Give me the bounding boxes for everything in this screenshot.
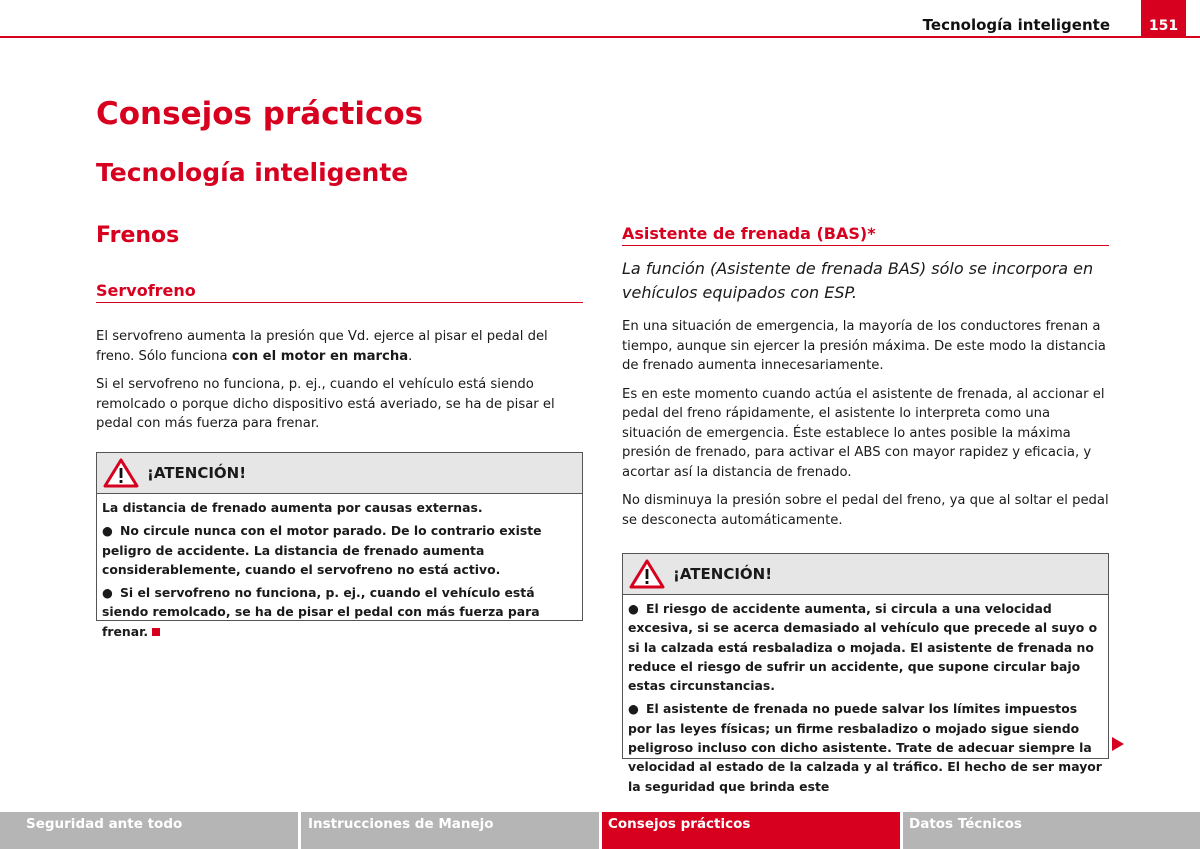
servofreno-heading: Servofreno (96, 281, 583, 303)
warning-body (623, 595, 1108, 804)
left-column (96, 281, 583, 434)
warning-bullet-text: El asistente de frenada no puede salvar los límites impuestos por las leyes físicas; un firme resbaladizo o mojado sigue siendo peligroso incluso con dicho asistente. Trate de adecuar siempre la velocidad al estado de la calzada y al tráfico. El hecho de ser mayor la seguridad que brinda este (628, 701, 1102, 794)
bullet-icon: ● (102, 585, 113, 601)
bas-paragraph-1: En una situación de emergencia, la mayoría de los conductores frenan a tiempo, aunque sin ejercer la presión máxima. De este modo la distancia de frenado aumenta innecesariamente. (622, 319, 1106, 373)
page-number: 151 (1141, 0, 1186, 38)
bullet-icon: ● (102, 523, 113, 539)
footer-tab-consejos[interactable]: Consejos prácticos (602, 812, 900, 849)
right-column (622, 224, 1109, 530)
warning-bullet (628, 699, 1102, 795)
footer-nav (0, 812, 1200, 849)
p1-bold-text: con el motor en marcha (231, 348, 409, 364)
footer-tab-instrucciones[interactable]: Instrucciones de Manejo (301, 812, 599, 849)
warning-bullet-text: Si el servofreno no funciona, p. ej., cuando el vehículo está siendo remolcado, se ha de pisar el pedal con más fuerza para frenar. (102, 585, 540, 639)
continue-arrow-icon[interactable] (1112, 737, 1124, 751)
footer-tab-seguridad[interactable]: Seguridad ante todo (0, 812, 298, 849)
section-title: Tecnología inteligente (96, 158, 409, 187)
bas-paragraph-2: Es en este momento cuando actúa el asistente de frenada, al accionar el pedal del freno rápidamente, el asistente lo interpreta como una situación de emergencia. Éste establece lo antes posible la máxima presión de frenado, para activar el ABS con mayor rapidez y eficacia, y acortar así la distancia de frenado. (622, 386, 1105, 480)
warning-triangle-icon (103, 458, 139, 488)
chapter-title: Consejos prácticos (96, 96, 424, 132)
warning-header (97, 453, 582, 494)
bas-lead: La función (Asistente de frenada BAS) sólo se incorpora en vehículos equipados con ESP. (622, 259, 1094, 302)
warning-intro: La distancia de frenado aumenta por causas externas. (102, 500, 483, 515)
bas-heading: Asistente de frenada (BAS)* (622, 224, 1109, 246)
bas-paragraph-3: No disminuya la presión sobre el pedal del freno, ya que al soltar el pedal se desconecta automáticamente. (622, 493, 1109, 528)
warning-box-servofreno (96, 452, 583, 639)
warning-title: ¡ATENCIÓN! (673, 565, 773, 583)
warning-body (97, 494, 582, 649)
servofreno-paragraph-1 (96, 327, 583, 366)
p1-text: El servofreno aumenta la presión que Vd. ejerce al pisar el pedal del freno. Sólo funciona (96, 329, 548, 364)
warning-bullet-text: No circule nunca con el motor parado. De lo contrario existe peligro de accidente. La distancia de frenado aumenta considerablemente, cuando el servofreno no está activo. (102, 523, 542, 577)
warning-box-bas (622, 553, 1109, 794)
warning-title: ¡ATENCIÓN! (147, 464, 247, 482)
bullet-icon: ● (628, 601, 639, 616)
warning-header (623, 554, 1108, 595)
subsection-title: Frenos (96, 223, 180, 248)
warning-bullet (102, 521, 576, 579)
footer-tab-datos[interactable]: Datos Técnicos (903, 812, 1200, 849)
servofreno-paragraph-2: Si el servofreno no funciona, p. ej., cuando el vehículo está siendo remolcado o porque dicho dispositivo está averiado, se ha de pisar el pedal con más fuerza para frenar. (96, 377, 555, 431)
end-square-icon (152, 628, 160, 636)
warning-bullet (102, 583, 576, 641)
warning-triangle-icon (629, 559, 665, 589)
warning-bullet (628, 599, 1102, 695)
running-header-title: Tecnología inteligente (922, 16, 1110, 34)
bullet-icon: ● (628, 701, 639, 717)
p1-end: . (408, 348, 413, 364)
header-rule (0, 36, 1200, 38)
warning-bullet-text: El riesgo de accidente aumenta, si circula a una velocidad excesiva, si se acerca demasiado al vehículo que precede al suyo o si la calzada está resbaladiza o mojada. El asistente de frenada no reduce el riesgo de sufrir un accidente, que supone circular bajo estas circunstancias. (628, 601, 1098, 694)
